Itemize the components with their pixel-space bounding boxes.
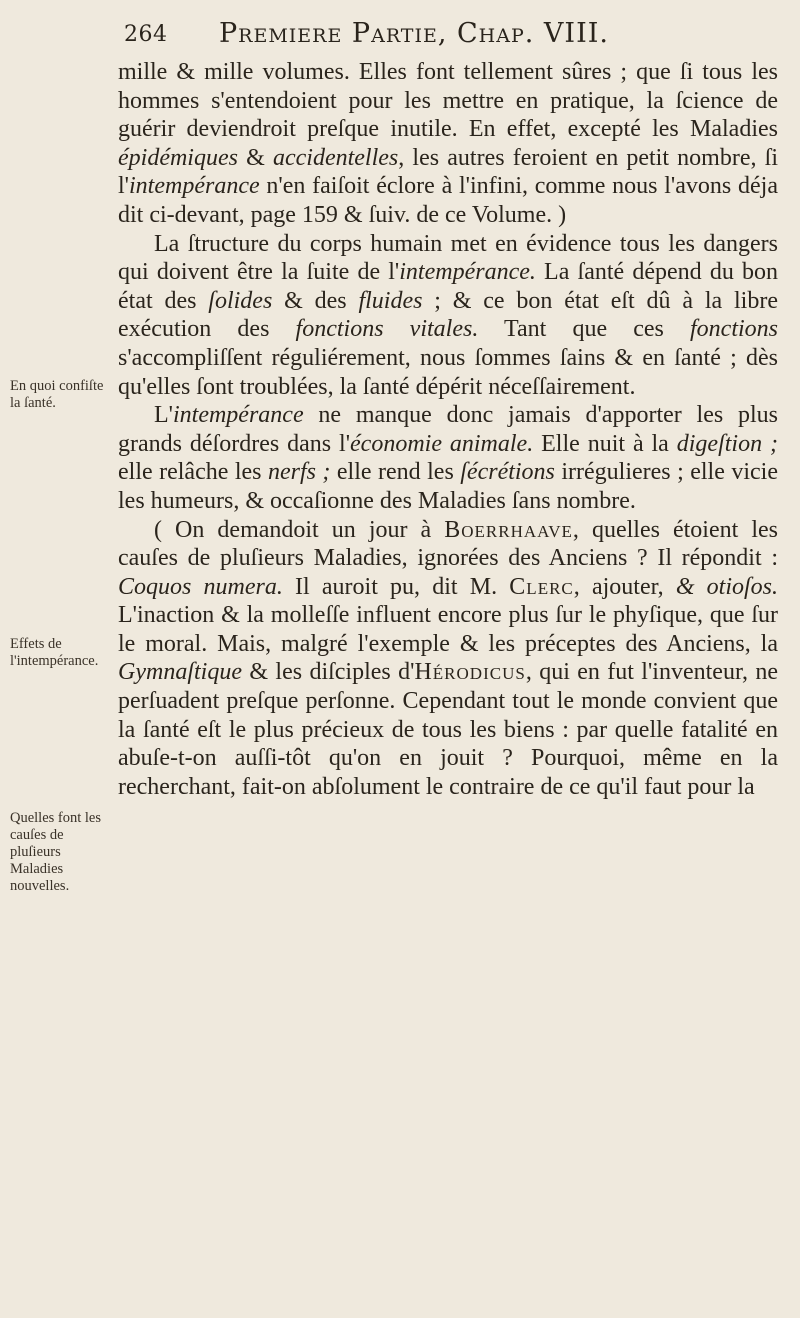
page-header	[124, 14, 774, 54]
margin-note-maladies: Quelles font les cauſes de pluſieurs Maladies nouvelles.	[10, 810, 102, 894]
running-title: Premiere Partie, Chap. VIII.	[219, 18, 609, 49]
margin-note-intemperance: Effets de l'intempérance.	[10, 636, 99, 669]
paragraph-boerrhaave: ( On demandoit un jour à Boerrhaave, quelles étoient les cauſes de pluſieurs Maladies, ignorées des Anciens ? Il répondit : Coquos numera. Il auroit pu, dit M. Clerc, ajouter, & otioſos. L'inaction & la molleſſe influent encore plus ſur le phyſique, que ſur le moral. Mais, malgré l'exemple & les préceptes des Anciens, la Gymnaſtique & les diſciples d'Hérodicus, qui en fut l'inventeur, ne perſuadent preſque perſonne. Cependant tout le monde convient que la ſanté eſt le plus précieux de tous les biens : par quelle fatalité en abuſe-t-on auſſi-tôt qu'on en jouit ? Pourquoi, même en la recherchant, fait-on abſolument le contraire de ce qu'il faut pour la	[118, 516, 779, 800]
margin-note-sante: En quoi confiſte la ſanté.	[10, 378, 104, 411]
paragraph-continuation: mille & mille volumes. Elles font tellement sûres ; que ſi tous les hommes s'entendoient pour les mettre en pratique, la ſcience de guérir deviendroit preſque inutile. En effet, excepté les Maladies épidémiques & accidentelles, les autres feroient en petit nombre, ſi l'intempérance n'en faiſoit éclore à l'infini, comme nous l'avons déja dit ci-devant, page 159 & ſuiv. de ce Volume. )	[118, 59, 779, 228]
paragraph-structure: La ſtructure du corps humain met en évidence tous les dangers qui doivent être la ſuite de l'intempérance. La ſanté dépend du bon état des ſolides & des fluides ; & ce bon état eſt dû à la libre exécution des fonctions vitales. Tant que ces fonctions s'accompliſſent réguliérement, nous ſommes ſains & en ſanté ; dès qu'elles ſont troublées, la ſanté dépérit néceſſairement.	[118, 230, 778, 400]
paragraph-effects: L'intempérance ne manque donc jamais d'apporter les plus grands déſordres dans l'économie animale. Elle nuit à la digeſtion ; elle relâche les nerfs ; elle rend les ſécrétions irrégulieres ; elle vicie les humeurs, & occaſionne des Maladies ſans nombre.	[118, 402, 778, 514]
body-text	[118, 58, 778, 801]
page-number: 264	[124, 22, 168, 47]
